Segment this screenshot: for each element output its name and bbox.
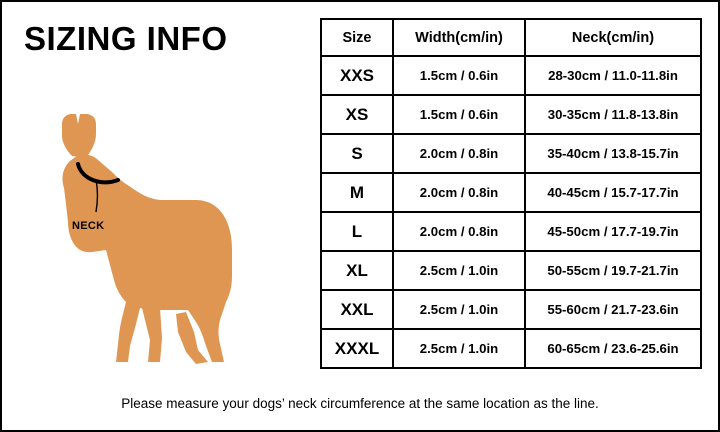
- table-row: [321, 134, 701, 173]
- cell-width: 2.0cm / 0.8in: [393, 212, 525, 251]
- cell-size: XS: [321, 95, 393, 134]
- column-header-neck: Neck(cm/in): [525, 19, 701, 56]
- cell-size: XL: [321, 251, 393, 290]
- table-row: [321, 173, 701, 212]
- dog-diagram: [20, 80, 310, 370]
- cell-neck: 45-50cm / 17.7-19.7in: [525, 212, 701, 251]
- column-header-width: Width(cm/in): [393, 19, 525, 56]
- cell-size: M: [321, 173, 393, 212]
- cell-neck: 35-40cm / 13.8-15.7in: [525, 134, 701, 173]
- table-row: [321, 56, 701, 95]
- table-row: [321, 290, 701, 329]
- cell-neck: 28-30cm / 11.0-11.8in: [525, 56, 701, 95]
- cell-width: 2.5cm / 1.0in: [393, 251, 525, 290]
- cell-neck: 55-60cm / 21.7-23.6in: [525, 290, 701, 329]
- column-header-size: Size: [321, 19, 393, 56]
- cell-neck: 50-55cm / 19.7-21.7in: [525, 251, 701, 290]
- cell-size: S: [321, 134, 393, 173]
- table-row: [321, 251, 701, 290]
- cell-width: 2.0cm / 0.8in: [393, 134, 525, 173]
- cell-width: 2.0cm / 0.8in: [393, 173, 525, 212]
- size-table: [320, 18, 702, 369]
- left-panel: [2, 2, 314, 392]
- table-row: [321, 329, 701, 368]
- cell-width: 1.5cm / 0.6in: [393, 95, 525, 134]
- table-header-row: [321, 19, 701, 56]
- cell-width: 1.5cm / 0.6in: [393, 56, 525, 95]
- table-row: [321, 95, 701, 134]
- page-title: SIZING INFO: [24, 20, 228, 57]
- neck-label: NECK: [72, 220, 105, 232]
- cell-width: 2.5cm / 1.0in: [393, 290, 525, 329]
- size-table-wrapper: [320, 18, 700, 369]
- cell-size: XXL: [321, 290, 393, 329]
- measurement-note: Please measure your dogs’ neck circumference at the same location as the line.: [121, 396, 599, 411]
- dog-silhouette-icon: [20, 80, 310, 370]
- cell-size: L: [321, 212, 393, 251]
- cell-neck: 30-35cm / 11.8-13.8in: [525, 95, 701, 134]
- cell-neck: 40-45cm / 15.7-17.7in: [525, 173, 701, 212]
- table-row: [321, 212, 701, 251]
- cell-size: XXS: [321, 56, 393, 95]
- cell-size: XXXL: [321, 329, 393, 368]
- cell-neck: 60-65cm / 23.6-25.6in: [525, 329, 701, 368]
- cell-width: 2.5cm / 1.0in: [393, 329, 525, 368]
